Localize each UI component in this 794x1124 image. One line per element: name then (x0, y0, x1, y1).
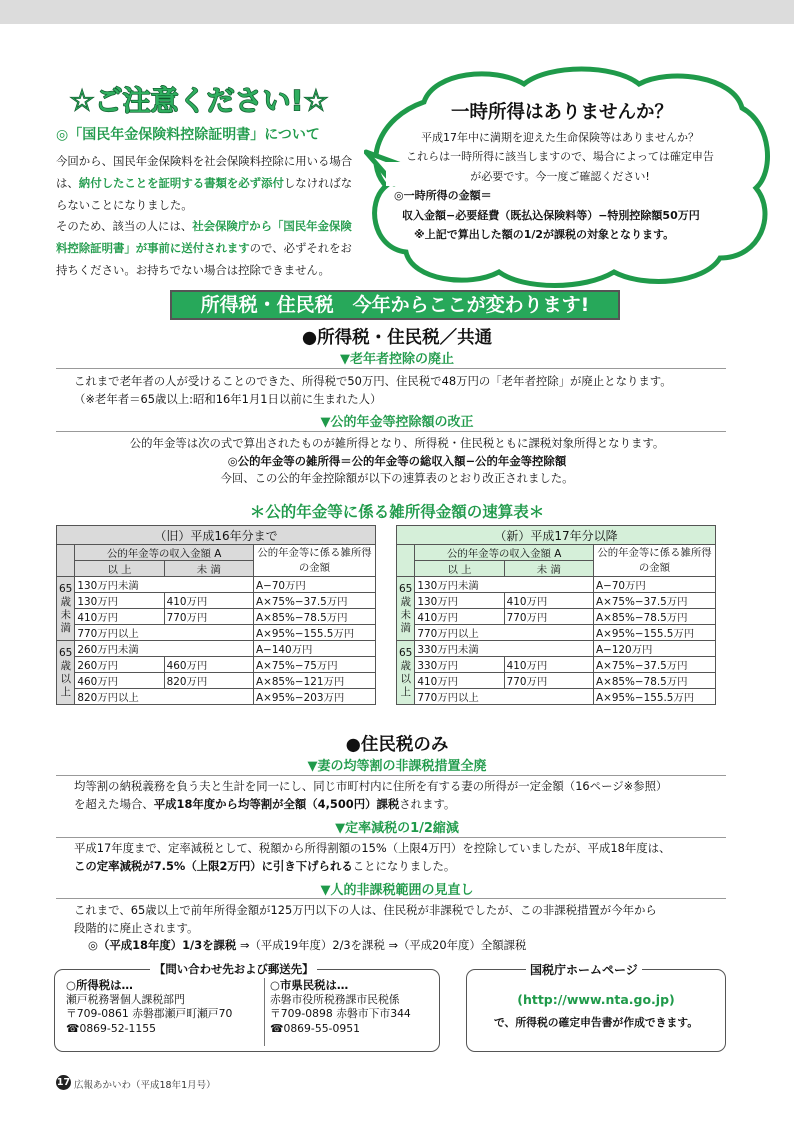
cell-calc: A−70万円 (594, 577, 716, 593)
fixed-rate-line (74, 858, 754, 876)
col-to-header: 未 満 (504, 561, 593, 577)
table-corner (397, 545, 415, 577)
table-row (57, 673, 376, 689)
caution-title (54, 74, 344, 120)
exempt-line: これまで、65歳以上で前年所得金額が125万円以下の人は、住民税が非課税でしたが、この非課税措置が今年から (74, 903, 657, 917)
cell-to: 410万円 (164, 593, 253, 609)
contact-title: ○市県民税は… (270, 978, 349, 992)
subheading-elderly: ▼老年者控除の廃止 (340, 352, 454, 367)
age-over-65: 65歳以上 (397, 641, 415, 705)
table-row (397, 641, 716, 657)
exempt-schedule-plain: ⇒（平成19年度）2/3を課税 ⇒（平成20年度）全額課税 (239, 938, 527, 952)
contact-title: ○所得税は… (66, 978, 133, 992)
cell-calc: A×85%−121万円 (254, 673, 376, 689)
divider (56, 431, 726, 432)
cell-calc: A−120万円 (594, 641, 716, 657)
pension-line: 今回、この公的年金控除額が以下の速算表のとおり改正されました。 (220, 471, 574, 485)
cell-calc: A×95%−155.5万円 (594, 689, 716, 705)
footer-publication: 広報あかいわ（平成18年1月号） (74, 1080, 216, 1091)
caution-subtitle: ◎「国民年金保険料控除証明書」について (56, 127, 320, 143)
exempt-line: 段階的に廃止されます。 (74, 920, 199, 935)
divider (56, 775, 726, 776)
cell-to: 770万円 (504, 673, 593, 689)
cell-to: 820万円 (164, 673, 253, 689)
contact-org: 赤磐市役所税務課市民税係 (270, 992, 400, 1006)
cloud-formula-label: ◎一時所得の金額＝ (394, 189, 492, 203)
pension-line: 公的年金等は次の式で算出されたものが雑所得となり、所得税・住民税ともに課税対象所得となります。 (129, 436, 665, 450)
cell-calc: A×85%−78.5万円 (594, 673, 716, 689)
pension-formula: ◎公的年金等の雑所得＝公的年金等の総収入額−公的年金等控除額 (227, 453, 567, 468)
top-band (0, 0, 794, 24)
table-row (397, 673, 716, 689)
exempt-schedule (74, 937, 754, 955)
contact-divider (264, 978, 265, 1046)
cell-calc: A−70万円 (254, 577, 376, 593)
cell-calc: A×85%−78.5万円 (594, 609, 716, 625)
col-to-header: 未 満 (164, 561, 253, 577)
cell-from: 770万円以上 (415, 625, 594, 641)
contact-phone: ☎0869-55-0951 (270, 1021, 360, 1035)
table-row (397, 593, 716, 609)
table-row (397, 577, 716, 593)
col-result-header: 公的年金等に係る雑所得の金額 (254, 545, 376, 577)
pension-text (0, 435, 794, 488)
cell-calc: A×75%−37.5万円 (594, 657, 716, 673)
cell-to: 770万円 (164, 609, 253, 625)
cell-to: 410万円 (504, 657, 593, 673)
cell-calc: A−140万円 (254, 641, 376, 657)
cell-calc: A×75%−37.5万円 (594, 593, 716, 609)
wife-text-plain: を超えた場合、 (74, 796, 154, 811)
elderly-text (74, 373, 754, 408)
old-table-caption: （旧）平成16年分まで (57, 526, 376, 545)
subheading-wife: ▼妻の均等割の非課税措置全廃 (307, 759, 487, 774)
cell-from: 770万円以上 (75, 625, 254, 641)
cell-from: 770万円以上 (415, 689, 594, 705)
fixed-rate-plain: ことになりました。 (352, 858, 456, 873)
wife-text-plain: されます。 (399, 796, 456, 811)
contact-income-tax (66, 978, 262, 1036)
homepage-box (466, 969, 726, 1052)
homepage-link[interactable]: (http://www.nta.go.jp) (517, 992, 675, 1007)
cell-to: 460万円 (164, 657, 253, 673)
age-under-65: 65歳未満 (57, 577, 75, 641)
cloud-line: が必要です。今一度ご確認ください! (470, 169, 650, 183)
section-heading-common: ●所得税・住民税／共通 (301, 328, 493, 348)
divider (56, 898, 726, 899)
cloud-formula: 収入金額−必要経費（既払込保険料等）−特別控除額50万円 (402, 208, 700, 222)
table-row (57, 577, 376, 593)
col-result-header: 公的年金等に係る雑所得の金額 (594, 545, 716, 577)
divider (56, 368, 726, 369)
table-row (57, 641, 376, 657)
caution-text: 今回から、国民年金保険料を社会保険料控除に用いる場合は、 (56, 154, 353, 190)
elderly-note: （※老年者＝65歳以上:昭和16年1月1日以前に生まれた人） (74, 391, 382, 406)
cell-calc: A×75%−75万円 (254, 657, 376, 673)
cell-from: 130万円未満 (415, 577, 594, 593)
wife-text-emphasis: 平成18年度から均等割が全額（4,500円）課税 (153, 796, 400, 811)
contact-org: 瀬戸税務署個人課税部門 (66, 992, 185, 1006)
caution-text: そのため、該当の人には、 (56, 219, 193, 234)
cell-calc: A×85%−78.5万円 (254, 609, 376, 625)
change-banner: 所得税・住民税 今年からここが変わります! (170, 290, 620, 320)
contact-resident-tax (270, 978, 438, 1036)
homepage-description: で、所得税の確定申告書が作成できます。 (493, 1016, 699, 1029)
caution-emphasis: 納付したことを証明する書類を必ず添付 (78, 175, 284, 190)
cell-from: 130万円未満 (75, 577, 254, 593)
table-row (57, 625, 376, 641)
fixed-rate-text (74, 840, 754, 875)
caution-emphasis: 社会保険庁から「国民年金保険料控除証明書」が事前に送付されます (56, 219, 352, 256)
cell-from: 260万円未満 (75, 641, 254, 657)
col-from-header: 以 上 (75, 561, 164, 577)
old-deduction-table (56, 525, 376, 705)
contact-address: 〒709-0898 赤磐市下市344 (270, 1007, 411, 1021)
fixed-rate-line: 平成17年度まで、定率減税として、税額から所得割額の15%（上限4万円）を控除していましたが、平成18年度は、 (74, 841, 671, 855)
cell-calc: A×95%−155.5万円 (594, 625, 716, 641)
exempt-schedule-emphasis: ◎（平成18年度）1/3を課税 (88, 938, 237, 952)
cell-calc: A×95%−155.5万円 (254, 625, 376, 641)
subheading-fixed-rate: ▼定率減税の1/2縮減 (335, 821, 459, 836)
table-row (397, 689, 716, 705)
cell-from: 130万円 (415, 593, 504, 609)
homepage-label: 国税庁ホームページ (526, 961, 642, 978)
cell-from: 260万円 (75, 657, 164, 673)
exempt-text (74, 902, 754, 955)
new-deduction-table (396, 525, 716, 705)
table-row (397, 625, 716, 641)
col-income-header: 公的年金等の収入金額 A (415, 545, 594, 561)
cell-from: 410万円 (415, 673, 504, 689)
contact-address: 〒709-0861 赤磐郡瀬戸町瀬戸70 (66, 1007, 233, 1021)
caution-body (56, 151, 356, 282)
table-row (57, 609, 376, 625)
age-under-65: 65歳未満 (397, 577, 415, 641)
wife-text (74, 778, 754, 813)
cloud-title: 一時所得はありませんか？ (450, 102, 673, 123)
cell-from: 820万円以上 (75, 689, 254, 705)
col-from-header: 以 上 (415, 561, 504, 577)
age-over-65: 65歳以上 (57, 641, 75, 705)
cell-from: 410万円 (415, 609, 504, 625)
subheading-exempt-range: ▼人的非課税範囲の見直し (320, 883, 474, 898)
cell-calc: A×95%−203万円 (254, 689, 376, 705)
table-row (397, 609, 716, 625)
wife-line: 均等割の納税義務を負う夫と生計を同一にし、同じ市町村内に住所を有する妻の所得が一定金額（16ページ※参照） (74, 779, 668, 793)
table-row (57, 657, 376, 673)
contact-label: 【問い合わせ先および郵送先】 (150, 961, 317, 977)
cell-from: 330万円未満 (415, 641, 594, 657)
cloud-line: 平成17年中に満期を迎えた生命保険等はありませんか？ (421, 131, 699, 144)
col-income-header: 公的年金等の収入金額 A (75, 545, 254, 561)
table-row (57, 689, 376, 705)
cell-from: 330万円 (415, 657, 504, 673)
contact-phone: ☎0869-52-1155 (66, 1021, 156, 1035)
page-number: 17 (56, 1077, 71, 1088)
elderly-line: これまで老年者の人が受けることのできた、所得税で50万円、住民税で48万円の「老年者控除」が廃止となります。 (74, 374, 672, 388)
table-corner (57, 545, 75, 577)
cell-from: 410万円 (75, 609, 164, 625)
subheading-pension: ▼公的年金等控除額の改正 (320, 415, 474, 430)
new-table-caption: （新）平成17年分以降 (397, 526, 716, 545)
divider (56, 837, 726, 838)
cell-from: 460万円 (75, 673, 164, 689)
fixed-rate-emphasis: この定率減税が7.5%（上限2万円）に引き下げられる (74, 858, 353, 873)
cloud-body (388, 128, 732, 244)
cell-from: 130万円 (75, 593, 164, 609)
cell-to: 770万円 (504, 609, 593, 625)
section-heading-resident: ●住民税のみ (345, 735, 449, 755)
caution-text: ので、必ずそれをお持ちください。お持ちでない場合は控除できません。 (56, 241, 352, 277)
caution-title-text: ☆ご注意ください!☆ (69, 84, 329, 117)
table-title: ＊公的年金等に係る雑所得金額の速算表＊ (249, 503, 545, 521)
cell-calc: A×75%−37.5万円 (254, 593, 376, 609)
cloud-line: これらは一時所得に該当しますので、場合によっては確定申告 (406, 150, 714, 164)
caution-text: しなければならないことになりました。 (56, 175, 353, 212)
table-row (397, 657, 716, 673)
wife-line (74, 796, 754, 814)
cloud-note: ※上記で算出した額の1/2が課税の対象となります。 (414, 228, 675, 242)
cell-to: 410万円 (504, 593, 593, 609)
table-row (57, 593, 376, 609)
